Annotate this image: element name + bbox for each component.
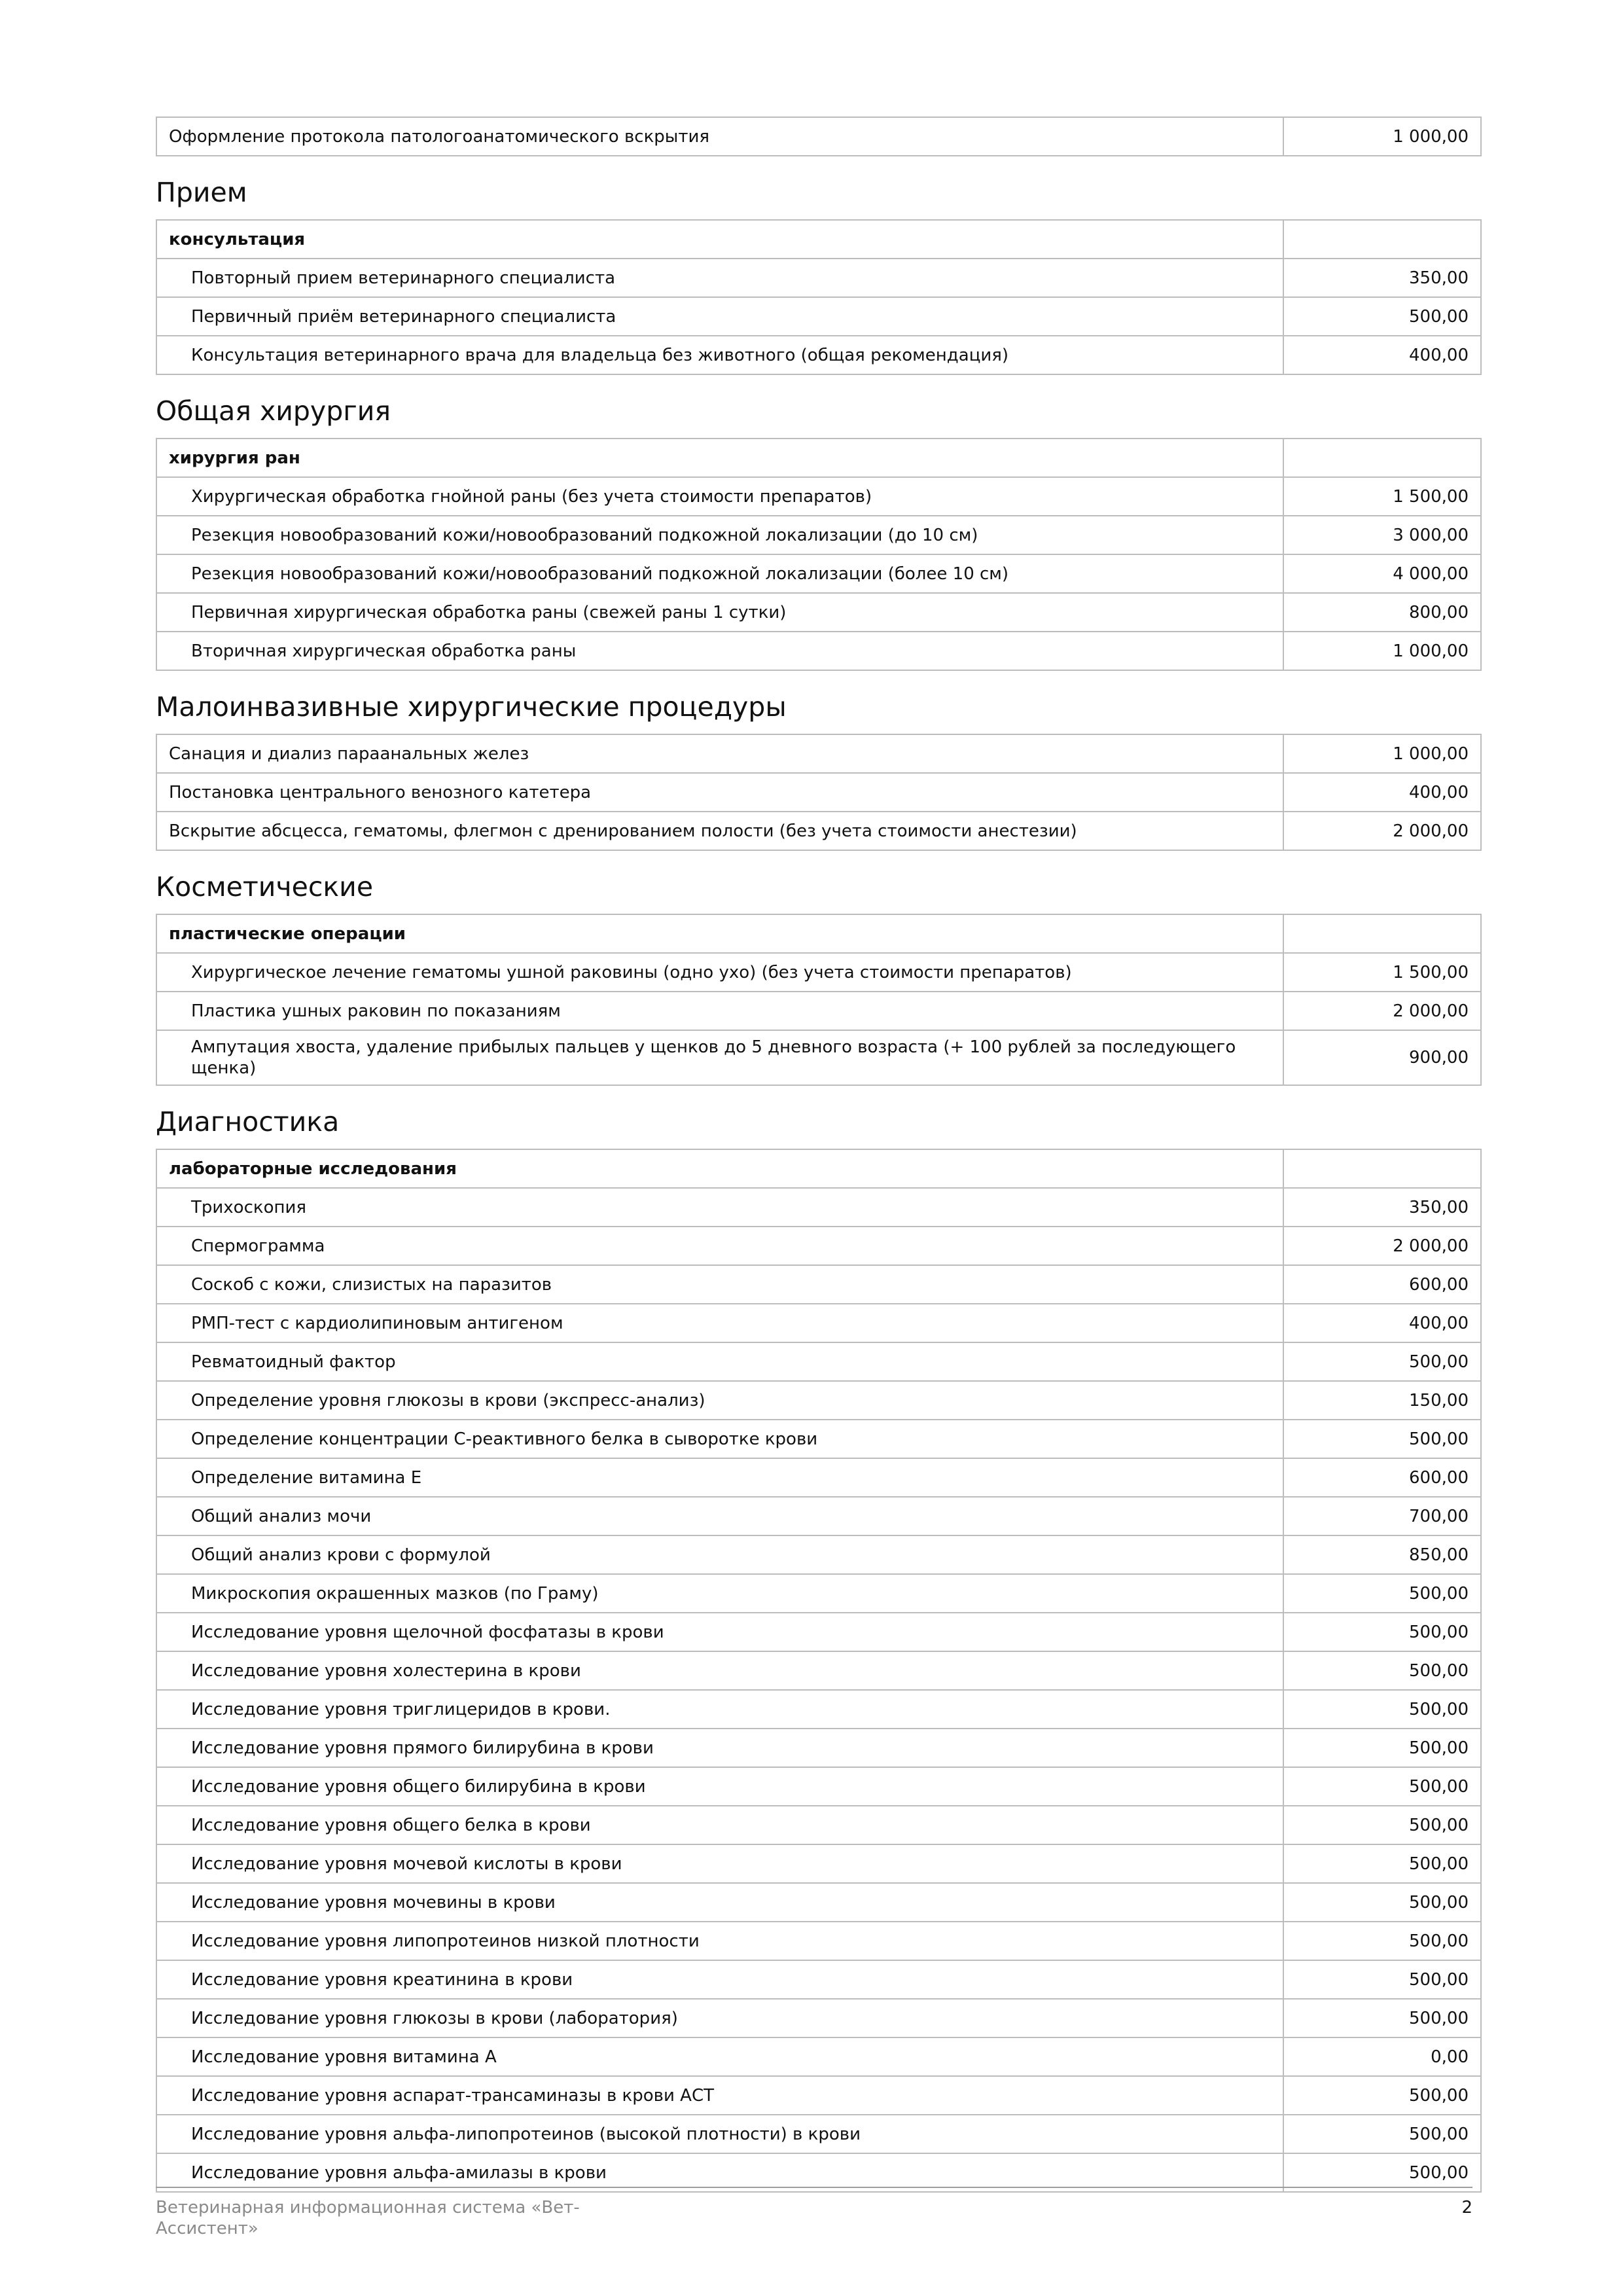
service-price: 1 000,00: [1283, 632, 1481, 670]
service-price: 500,00: [1283, 297, 1481, 336]
table-row: [156, 1304, 1481, 1342]
price-table: [156, 734, 1482, 851]
service-price: 1 000,00: [1283, 117, 1481, 156]
group-name: пластические операции: [156, 914, 1283, 953]
service-name: Исследование уровня мочевой кислоты в крови: [156, 1844, 1283, 1883]
service-name: Спермограмма: [156, 1227, 1283, 1265]
group-name: консультация: [156, 220, 1283, 259]
table-row: [156, 773, 1481, 812]
table-row: [156, 2037, 1481, 2076]
service-name: Ампутация хвоста, удаление прибылых пальцев у щенков до 5 дневного возраста (+ 100 рублей за последующего щенка): [156, 1030, 1283, 1085]
price-table: [156, 219, 1482, 375]
table-row: [156, 1381, 1481, 1420]
table-row: [156, 1767, 1481, 1806]
table-row: [156, 1265, 1481, 1304]
service-price: 900,00: [1283, 1030, 1481, 1085]
service-name: Хирургическая обработка гнойной раны (без учета стоимости препаратов): [156, 477, 1283, 516]
service-price: 500,00: [1283, 1806, 1481, 1844]
price-table: [156, 438, 1482, 671]
service-price: 500,00: [1283, 1999, 1481, 2037]
group-header-row: [156, 439, 1481, 477]
service-name: Исследование уровня липопротеинов низкой плотности: [156, 1922, 1283, 1960]
service-name: Хирургическое лечение гематомы ушной раковины (одно ухо) (без учета стоимости препаратов): [156, 953, 1283, 992]
service-name: Санация и диализ параанальных желез: [156, 734, 1283, 773]
table-row: [156, 1574, 1481, 1613]
table-row: [156, 1960, 1481, 1999]
service-price: 3 000,00: [1283, 516, 1481, 554]
service-price: 500,00: [1283, 2076, 1481, 2115]
table-row: [156, 953, 1481, 992]
service-name: Исследование уровня креатинина в крови: [156, 1960, 1283, 1999]
section-title: Общая хирургия: [156, 395, 391, 427]
service-name: Исследование уровня альфа-амилазы в крови: [156, 2153, 1283, 2192]
price-list: [156, 117, 1480, 2193]
sections-container: [156, 176, 1480, 2193]
service-price: 400,00: [1283, 773, 1481, 812]
service-name: Микроскопия окрашенных мазков (по Граму): [156, 1574, 1283, 1613]
service-price: 500,00: [1283, 1613, 1481, 1651]
table-row: [156, 1613, 1481, 1651]
service-name: Вторичная хирургическая обработка раны: [156, 632, 1283, 670]
table-row: [156, 336, 1481, 374]
section-title: Прием: [156, 177, 247, 208]
table-row: [156, 1999, 1481, 2037]
service-name: Резекция новообразований кожи/новообразований подкожной локализации (более 10 см): [156, 554, 1283, 593]
service-name: Исследование уровня щелочной фосфатазы в крови: [156, 1613, 1283, 1651]
service-name: Исследование уровня прямого билирубина в крови: [156, 1729, 1283, 1767]
table-row: [156, 1497, 1481, 1535]
table-row: [156, 1883, 1481, 1922]
page-footer: [156, 2187, 1472, 2239]
service-price: 150,00: [1283, 1381, 1481, 1420]
service-price: 850,00: [1283, 1535, 1481, 1574]
service-name: Исследование уровня триглицеридов в крови.: [156, 1690, 1283, 1729]
service-name: Пластика ушных раковин по показаниям: [156, 992, 1283, 1030]
service-price: 2 000,00: [1283, 812, 1481, 850]
service-name: Первичная хирургическая обработка раны (свежей раны 1 сутки): [156, 593, 1283, 632]
service-name: Определение витамина Е: [156, 1458, 1283, 1497]
service-price: 500,00: [1283, 1651, 1481, 1690]
section-title: Диагностика: [156, 1106, 340, 1138]
service-price: 700,00: [1283, 1497, 1481, 1535]
table-row: [156, 1535, 1481, 1574]
service-name: Оформление протокола патологоанатомического вскрытия: [156, 117, 1283, 156]
service-name: Консультация ветеринарного врача для владельца без животного (общая рекомендация): [156, 336, 1283, 374]
section-title: Косметические: [156, 871, 374, 903]
group-price-empty: [1283, 220, 1481, 259]
service-price: 800,00: [1283, 593, 1481, 632]
table-row: [156, 734, 1481, 773]
service-name: Определение уровня глюкозы в крови (экспресс-анализ): [156, 1381, 1283, 1420]
service-price: 1 500,00: [1283, 477, 1481, 516]
table-row: [156, 1844, 1481, 1883]
table-row: [156, 1922, 1481, 1960]
service-price: 500,00: [1283, 1844, 1481, 1883]
table-row: [156, 516, 1481, 554]
table-row: [156, 992, 1481, 1030]
service-price: 500,00: [1283, 1574, 1481, 1613]
group-price-empty: [1283, 1149, 1481, 1188]
service-price: 500,00: [1283, 2115, 1481, 2153]
page-number: 2: [1461, 2198, 1472, 2217]
service-price: 0,00: [1283, 2037, 1481, 2076]
service-price: 4 000,00: [1283, 554, 1481, 593]
service-name: Исследование уровня холестерина в крови: [156, 1651, 1283, 1690]
service-price: 500,00: [1283, 1729, 1481, 1767]
table-row: [156, 1729, 1481, 1767]
service-name: Первичный приём ветеринарного специалиста: [156, 297, 1283, 336]
table-row: [156, 297, 1481, 336]
service-name: Общий анализ крови с формулой: [156, 1535, 1283, 1574]
group-price-empty: [1283, 914, 1481, 953]
table-row: [156, 1342, 1481, 1381]
table-row: [156, 554, 1481, 593]
table-row: [156, 1458, 1481, 1497]
table-row: [156, 1030, 1481, 1085]
section-title: Малоинвазивные хирургические процедуры: [156, 691, 787, 723]
table-row: [156, 593, 1481, 632]
table-row: [156, 1188, 1481, 1227]
service-name: Исследование уровня общего билирубина в крови: [156, 1767, 1283, 1806]
table-row: [156, 117, 1481, 156]
price-table: [156, 914, 1482, 1086]
service-name: Исследование уровня аспарат-трансаминазы в крови АСТ: [156, 2076, 1283, 2115]
table-row: [156, 2076, 1481, 2115]
service-name: Исследование уровня мочевины в крови: [156, 1883, 1283, 1922]
service-price: 350,00: [1283, 259, 1481, 297]
group-price-empty: [1283, 439, 1481, 477]
service-price: 500,00: [1283, 1922, 1481, 1960]
service-price: 500,00: [1283, 1883, 1481, 1922]
service-name: Исследование уровня витамина А: [156, 2037, 1283, 2076]
service-name: Ревматоидный фактор: [156, 1342, 1283, 1381]
group-header-row: [156, 914, 1481, 953]
service-name: Определение концентрации С-реактивного белка в сыворотке крови: [156, 1420, 1283, 1458]
service-price: 500,00: [1283, 1690, 1481, 1729]
table-row: [156, 1690, 1481, 1729]
service-name: Трихоскопия: [156, 1188, 1283, 1227]
price-table-header-items: [156, 117, 1482, 156]
service-price: 500,00: [1283, 1767, 1481, 1806]
service-name: Соскоб с кожи, слизистых на паразитов: [156, 1265, 1283, 1304]
service-price: 1 000,00: [1283, 734, 1481, 773]
service-price: 350,00: [1283, 1188, 1481, 1227]
group-header-row: [156, 220, 1481, 259]
service-name: Общий анализ мочи: [156, 1497, 1283, 1535]
service-name: Резекция новообразований кожи/новообразований подкожной локализации (до 10 см): [156, 516, 1283, 554]
service-price: 2 000,00: [1283, 992, 1481, 1030]
service-name: Исследование уровня альфа-липопротеинов (высокой плотности) в крови: [156, 2115, 1283, 2153]
service-price: 500,00: [1283, 1420, 1481, 1458]
table-row: [156, 1227, 1481, 1265]
service-price: 1 500,00: [1283, 953, 1481, 992]
service-name: Исследование уровня общего белка в крови: [156, 1806, 1283, 1844]
service-name: Исследование уровня глюкозы в крови (лаборатория): [156, 1999, 1283, 2037]
service-name: Повторный прием ветеринарного специалиста: [156, 259, 1283, 297]
table-row: [156, 812, 1481, 850]
service-price: 2 000,00: [1283, 1227, 1481, 1265]
service-price: 500,00: [1283, 2153, 1481, 2192]
table-row: [156, 2115, 1481, 2153]
table-row: [156, 1420, 1481, 1458]
service-name: Постановка центрального венозного катетера: [156, 773, 1283, 812]
table-row: [156, 477, 1481, 516]
price-table: [156, 1149, 1482, 2193]
group-name: хирургия ран: [156, 439, 1283, 477]
footer-text: Ветеринарная информационная система «Вет-Ассистент»: [156, 2198, 580, 2238]
service-price: 400,00: [1283, 1304, 1481, 1342]
group-header-row: [156, 1149, 1481, 1188]
service-price: 500,00: [1283, 1342, 1481, 1381]
service-price: 400,00: [1283, 336, 1481, 374]
table-row: [156, 632, 1481, 670]
table-row: [156, 1806, 1481, 1844]
service-name: Вскрытие абсцесса, гематомы, флегмон с дренированием полости (без учета стоимости анестезии): [156, 812, 1283, 850]
service-price: 600,00: [1283, 1265, 1481, 1304]
group-name: лабораторные исследования: [156, 1149, 1283, 1188]
service-price: 600,00: [1283, 1458, 1481, 1497]
service-name: РМП-тест с кардиолипиновым антигеном: [156, 1304, 1283, 1342]
table-row: [156, 1651, 1481, 1690]
table-row: [156, 259, 1481, 297]
service-price: 500,00: [1283, 1960, 1481, 1999]
